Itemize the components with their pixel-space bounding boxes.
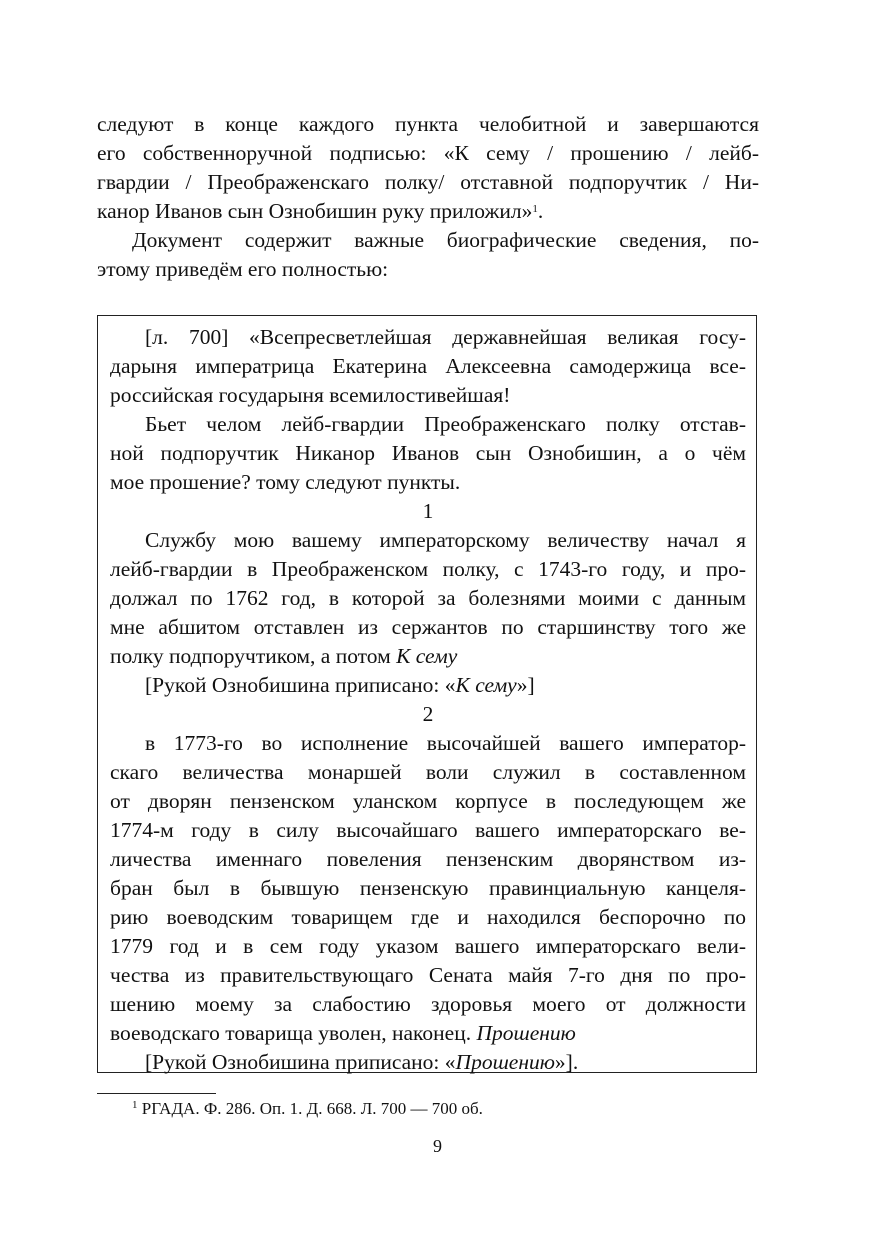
intro-line-4 [97, 197, 759, 226]
annotation-1-suffix: »] [516, 673, 535, 697]
quote-line-12-italic: К сему [396, 644, 458, 668]
quote-line-9: лейб-гвардии в Преображенском полку, с 1743-го году, и про- [110, 557, 746, 581]
quote-line-24-italic: Прошению [476, 1021, 576, 1045]
quote-line-12 [110, 642, 746, 671]
annotation-2-prefix: [Рукой Ознобишина приписано: « [145, 1050, 456, 1074]
footnote-mark: 1 [132, 1099, 138, 1111]
page-number: 9 [433, 1136, 442, 1156]
annotation-2-suffix: »]. [554, 1050, 579, 1074]
quote-line-2: дарыня императрица Екатерина Алексеевна самодержица все- [110, 354, 746, 378]
quote-line-17: 1774-м году в силу высочайшаго вашего императорскаго ве- [110, 818, 746, 842]
para2-line-1: Документ содержит важные биографические сведения, по- [132, 228, 759, 252]
annotation-2-italic: Прошению [455, 1050, 555, 1074]
quote-line-16: от дворян пензенском уланском корпусе в последующем же [110, 789, 746, 813]
quote-point-number-1: 1 [422, 499, 434, 523]
quote-line-24 [110, 1019, 746, 1048]
quote-line-4: Бьет челом лейб-гвардии Преображенскаго полку отстав- [145, 412, 746, 436]
quote-line-15: скаго величества монаршей воли служил в составленном [110, 760, 746, 784]
intro-line-4-text: канор Иванов сын Ознобишин руку приложил» [97, 199, 533, 223]
quote-line-18: личества именнаго повеления пензенским дворянством из- [110, 847, 746, 871]
quote-line-19: бран был в бывшую пензенскую правинциальную канцеля- [110, 876, 746, 900]
intro-line-2: его собственноручной подписью: «К сему / прошению / лейб- [97, 141, 759, 165]
quote-line-3: российская государыня всемилостивейшая! [110, 383, 511, 407]
quote-point-number-2: 2 [422, 702, 434, 726]
annotation-1-prefix: [Рукой Ознобишина приписано: « [145, 673, 456, 697]
intro-line-1: следуют в конце каждого пункта челобитной и завершаются [97, 112, 759, 136]
quote-line-20: рию воеводским товарищем где и находился беспорочно по [110, 905, 746, 929]
footnote-text: РГАДА. Ф. 286. Оп. 1. Д. 668. Л. 700 — 700 об. [141, 1099, 483, 1118]
quote-line-11: мне абшитом отставлен из сержантов по старшинству того же [110, 615, 746, 639]
footnote [132, 1097, 483, 1121]
quote-line-10: должал по 1762 год, в которой за болезнями моими с данным [110, 586, 746, 610]
quote-line-24-text: воеводскаго товарища уволен, наконец. [110, 1021, 477, 1045]
intro-line-3: гвардии / Преображенскаго полку/ отставной подпоручтик / Ни- [97, 170, 759, 194]
quote-line-21: 1779 год и в сем году указом вашего императорскаго вели- [110, 934, 746, 958]
footnote-ref: 1 [532, 203, 538, 215]
quote-line-23: шению моему за слабостию здоровья моего от должности [110, 992, 746, 1016]
intro-line-4-tail: . [537, 199, 544, 223]
quote-line-6: мое прошение? тому следуют пункты. [110, 470, 461, 494]
quote-annotation-1 [145, 671, 746, 700]
quote-line-8: Службу мою вашему императорскому величеству начал я [145, 528, 746, 552]
quote-line-12-text: полку подпоручтиком, а потом [110, 644, 397, 668]
quote-annotation-2 [145, 1048, 746, 1077]
quote-line-14: в 1773-го во исполнение высочайшей вашего император- [145, 731, 746, 755]
quote-line-22: чества из правительствующаго Сената майя 7-го дня по про- [110, 963, 746, 987]
quote-line-5: ной подпоручтик Никанор Иванов сын Ознобишин, а о чём [110, 441, 746, 465]
quote-line-1: [л. 700] «Всепресветлейшая державнейшая великая госу- [145, 325, 746, 349]
para2-line-2: этому приведём его полностью: [97, 257, 389, 281]
annotation-1-italic: К сему [455, 673, 517, 697]
footnote-rule [97, 1093, 216, 1094]
